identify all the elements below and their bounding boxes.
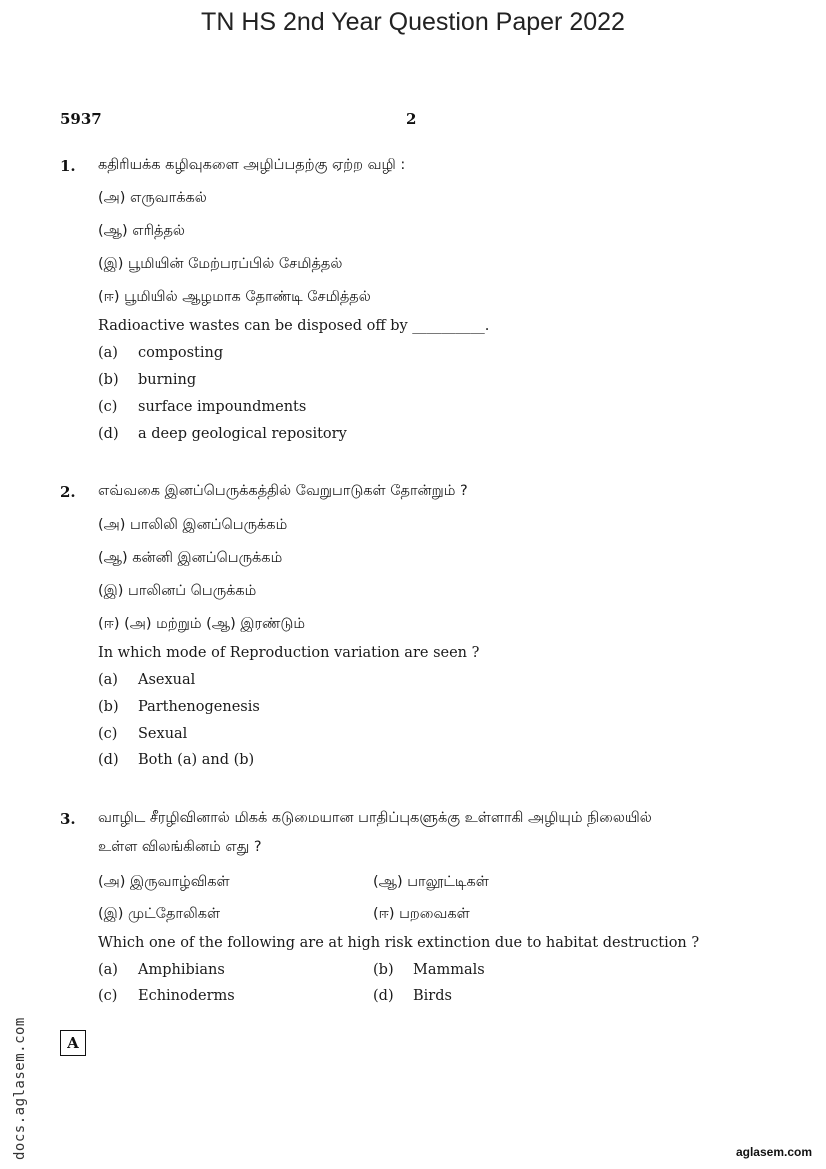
question-tamil-text: உள்ள விலங்கினம் எது ? xyxy=(98,839,262,855)
tamil-option: (ஈ) பறவைகள் xyxy=(373,906,470,922)
tamil-option: (ஆ) எரித்தல் xyxy=(98,223,185,239)
page-number: 2 xyxy=(406,110,417,128)
question-tamil-text: கதிரியக்க கழிவுகளை அழிப்பதற்கு ஏற்ற வழி : xyxy=(98,157,406,173)
option-text: Both (a) and (b) xyxy=(138,752,255,768)
option-label: (a) xyxy=(98,672,118,688)
tamil-option: (ஆ) கன்னி இனப்பெருக்கம் xyxy=(98,550,283,566)
option-label: (d) xyxy=(373,988,394,1004)
option-label: (b) xyxy=(373,962,394,978)
option-text: Sexual xyxy=(138,726,188,742)
option-label: (b) xyxy=(98,372,119,388)
tamil-option: (ஈ) (அ) மற்றும் (ஆ) இரண்டும் xyxy=(98,616,306,632)
option-label: (b) xyxy=(98,699,119,715)
tamil-option: (ஈ) பூமியில் ஆழமாக தோண்டி சேமித்தல் xyxy=(98,289,371,305)
option-text: a deep geological repository xyxy=(138,426,347,442)
tamil-option: (இ) பூமியின் மேற்பரப்பில் சேமித்தல் xyxy=(98,256,343,272)
tamil-option: (இ) முட்தோலிகள் xyxy=(98,906,221,922)
option-label: (c) xyxy=(98,399,118,415)
footer-watermark: aglasem.com xyxy=(735,1145,812,1159)
tamil-option: (அ) இருவாழ்விகள் xyxy=(98,874,230,890)
question-number: 1. xyxy=(60,157,76,175)
option-text: Mammals xyxy=(413,962,485,978)
question-number: 3. xyxy=(60,810,76,828)
question-english-text: Radioactive wastes can be disposed off by __________. xyxy=(98,318,490,334)
question-tamil-text: எவ்வகை இனப்பெருக்கத்தில் வேறுபாடுகள் தோன்றும் ? xyxy=(98,483,468,499)
option-text: Amphibians xyxy=(138,962,225,978)
tamil-option: (இ) பாலினப் பெருக்கம் xyxy=(98,583,257,599)
option-text: Birds xyxy=(413,988,452,1004)
question-number: 2. xyxy=(60,483,76,501)
option-text: surface impoundments xyxy=(138,399,307,415)
option-text: Parthenogenesis xyxy=(138,699,260,715)
option-label: (c) xyxy=(98,988,118,1004)
option-label: (d) xyxy=(98,426,119,442)
option-text: Echinoderms xyxy=(138,988,235,1004)
tamil-option: (அ) எருவாக்கல் xyxy=(98,190,207,206)
side-watermark: docs.aglasem.com xyxy=(12,1017,28,1160)
option-text: Asexual xyxy=(138,672,196,688)
question-tamil-text: வாழிட சீரழிவினால் மிகக் கடுமையான பாதிப்புகளுக்கு உள்ளாகி அழியும் நிலையில் xyxy=(98,810,652,826)
option-label: (a) xyxy=(98,962,118,978)
page-title: TN HS 2nd Year Question Paper 2022 xyxy=(201,8,625,36)
paper-code: 5937 xyxy=(60,110,102,128)
option-label: (c) xyxy=(98,726,118,742)
option-label: (a) xyxy=(98,345,118,361)
tamil-option: (ஆ) பாலூட்டிகள் xyxy=(373,874,489,890)
question-english-text: In which mode of Reproduction variation are seen ? xyxy=(98,645,480,661)
question-english-text: Which one of the following are at high risk extinction due to habitat destruction ? xyxy=(98,935,700,951)
option-text: composting xyxy=(138,345,224,361)
option-label: (d) xyxy=(98,752,119,768)
tamil-option: (அ) பாலிலி இனப்பெருக்கம் xyxy=(98,517,288,533)
version-box: A xyxy=(60,1030,86,1056)
option-text: burning xyxy=(138,372,197,388)
